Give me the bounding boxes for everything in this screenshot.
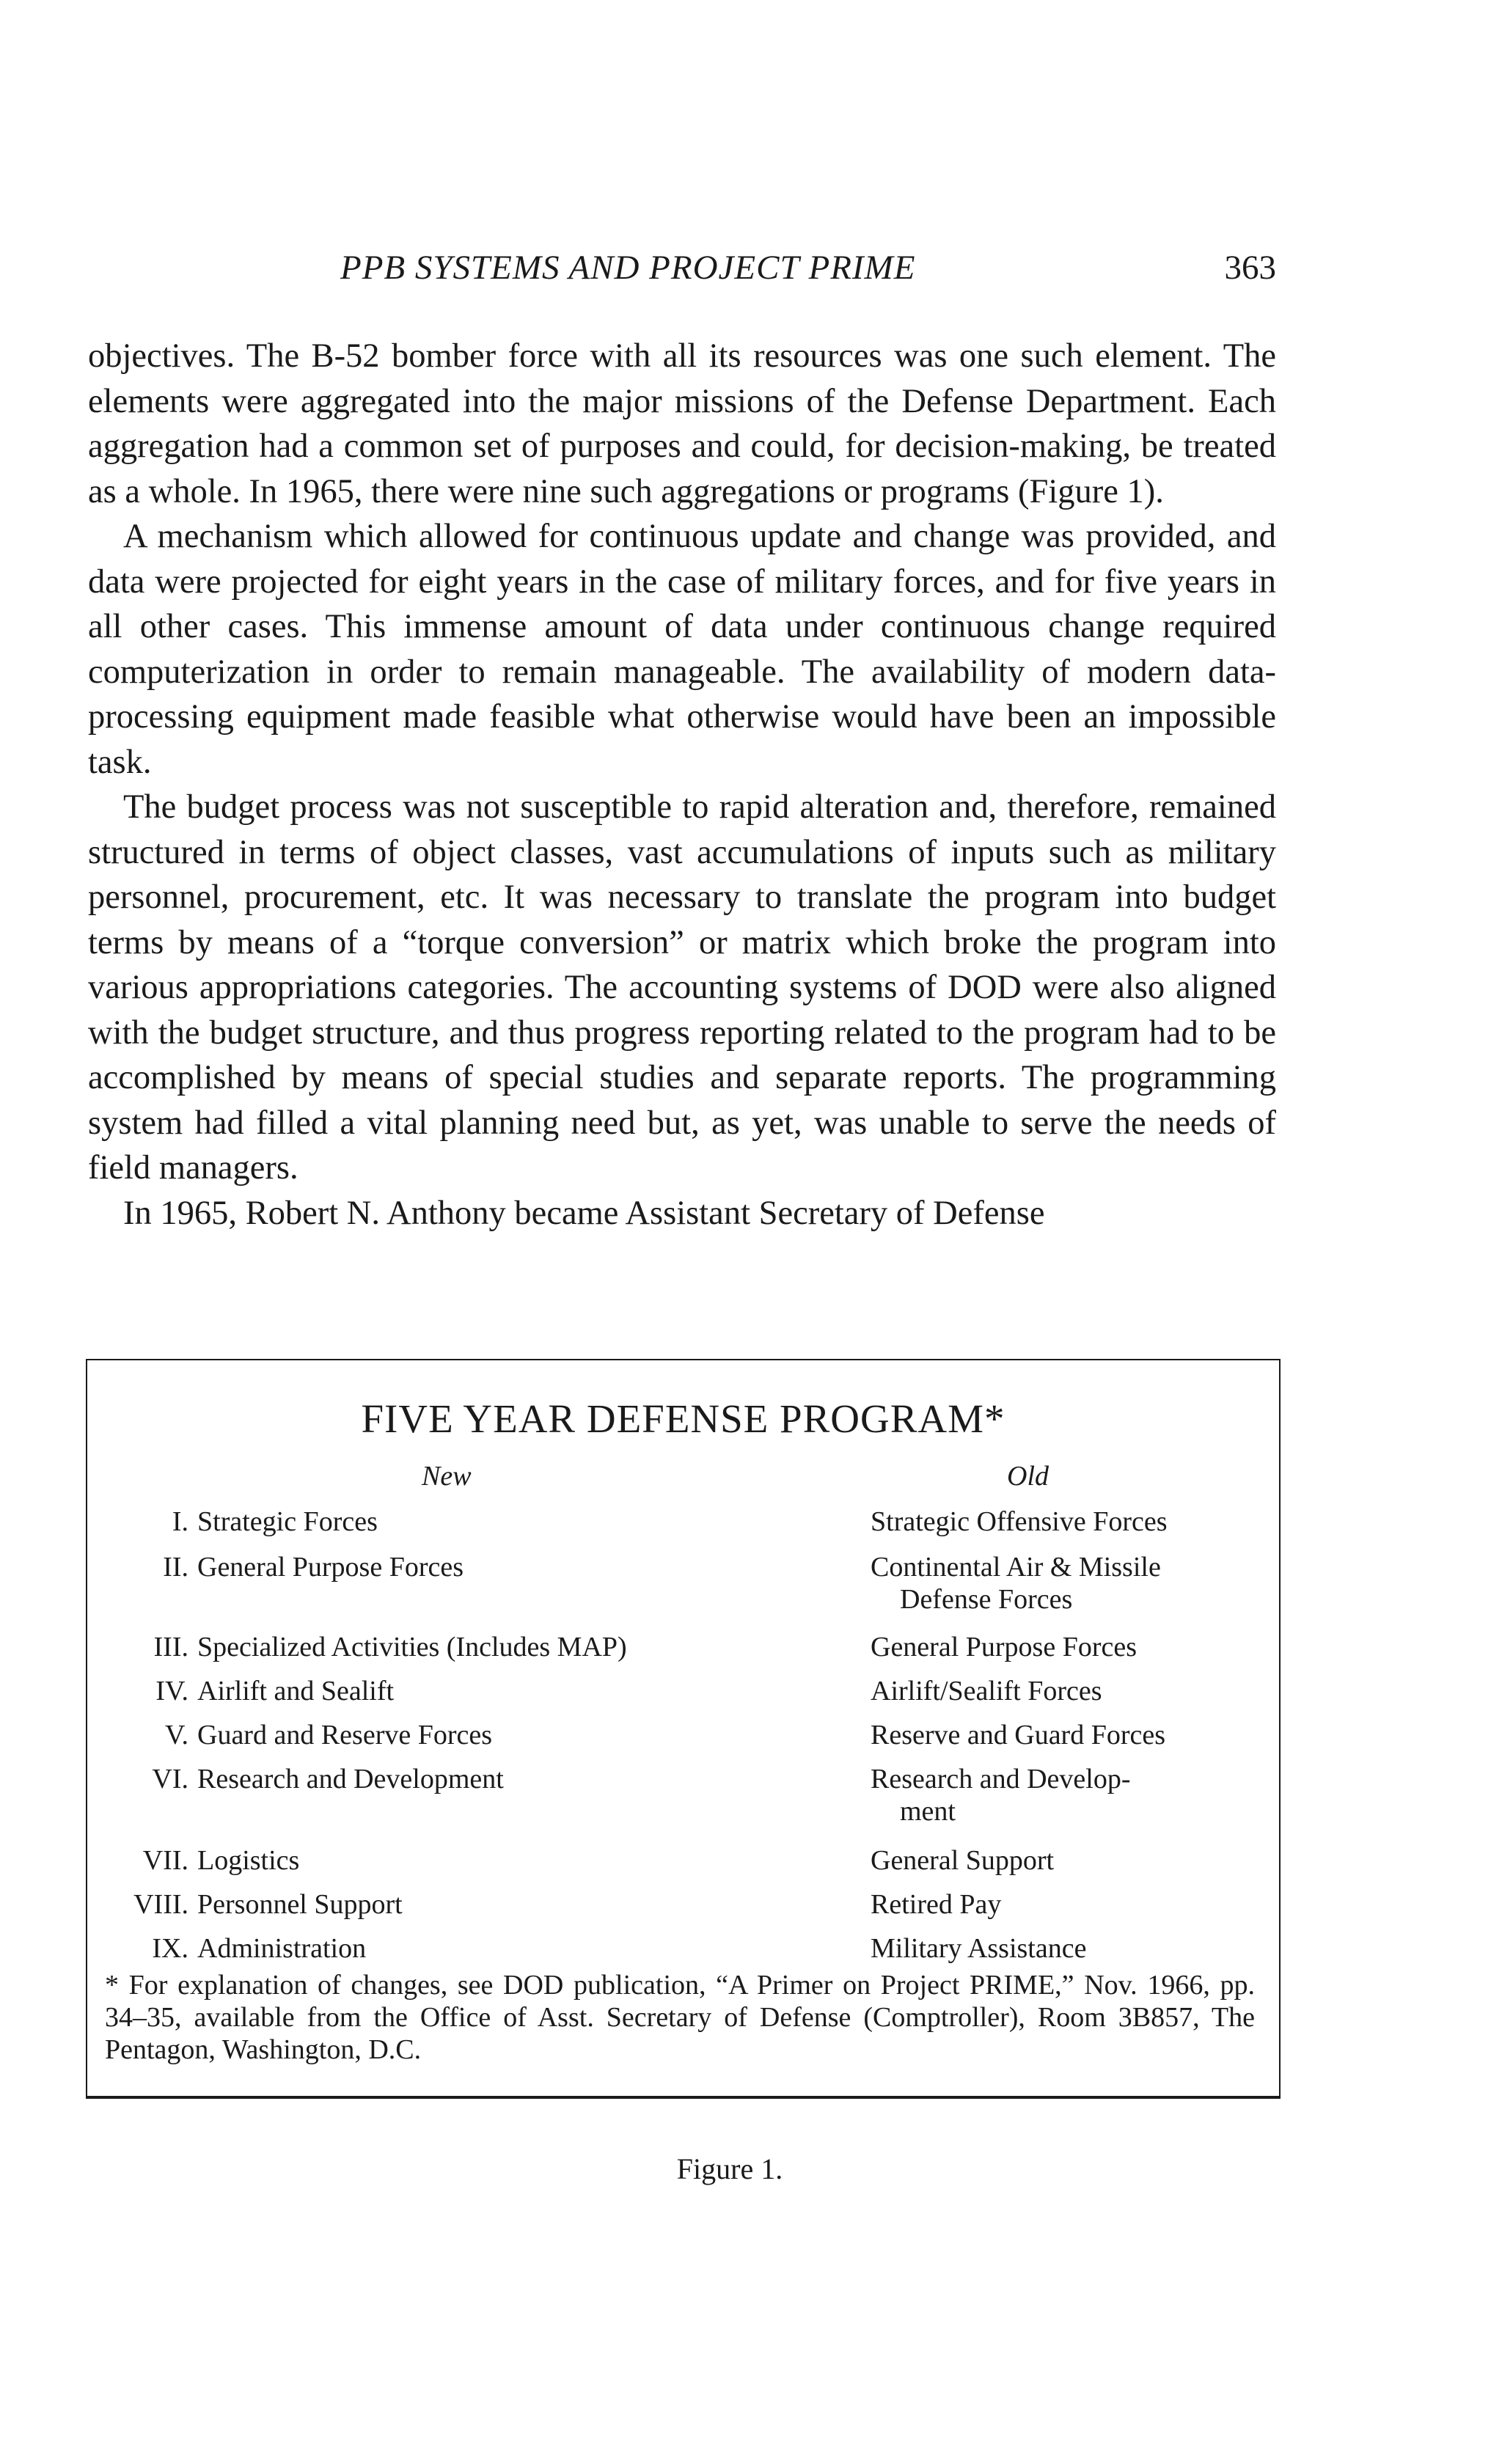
paragraph-3: The budget process was not susceptible to rapid alteration and, therefore, remained structured in terms of object classes, vast accumulations of inputs such as military personnel, procurement, etc. It was necessary to translate the program into budget terms by means of a “torque conversion” or matrix which broke the program into various appropriations categories. The accounting systems of DOD were also aligned with the budget structure, and thus progress reporting related to the program had to be accomplished by means of special studies and separate reports. The programming system had filled a vital planning need but, as yet, was unable to serve the needs of field managers. bbox=[88, 788, 1276, 1187]
row-number: I. bbox=[172, 1506, 188, 1537]
new-program: Logistics bbox=[197, 1845, 300, 1876]
new-program: Specialized Activities (Includes MAP) bbox=[197, 1632, 627, 1662]
running-title: PPB SYSTEMS AND PROJECT PRIME bbox=[340, 249, 916, 287]
column-header-old: Old bbox=[1007, 1461, 1049, 1492]
old-program bbox=[871, 1888, 1252, 1921]
new-program: Research and Development bbox=[197, 1764, 504, 1794]
row-number: IX. bbox=[152, 1933, 188, 1964]
old-program-continuation: ment bbox=[900, 1796, 956, 1827]
new-program: Airlift and Sealift bbox=[197, 1676, 395, 1706]
column-header-new: New bbox=[422, 1461, 472, 1492]
old-program-continuation: Defense Forces bbox=[900, 1584, 1073, 1615]
figure-caption: Figure 1. bbox=[676, 2152, 783, 2185]
figure-box bbox=[86, 1359, 1281, 2099]
new-program: Administration bbox=[197, 1933, 367, 1964]
old-program bbox=[871, 1719, 1252, 1751]
row-number: IV. bbox=[155, 1676, 188, 1706]
new-program: Guard and Reserve Forces bbox=[197, 1720, 493, 1750]
old-program bbox=[871, 1763, 1252, 1827]
paragraph-1: objectives. The B-52 bomber force with all its resources was one such element. The elements were aggregated into the major missions of the Defense Department. Each aggregation had a common set of purposes and could, for decision-making, be treated as a whole. In 1965, there were nine such aggregations or programs (Figure 1). bbox=[88, 337, 1276, 510]
old-program-line: Retired Pay bbox=[871, 1889, 1002, 1920]
old-program bbox=[871, 1675, 1252, 1707]
old-program bbox=[871, 1551, 1252, 1616]
old-program-line: General Support bbox=[871, 1845, 1055, 1876]
running-header bbox=[88, 248, 1276, 299]
old-program bbox=[871, 1844, 1252, 1877]
paragraph-2: A mechanism which allowed for continuous update and change was provided, and data were projected for eight years in the case of military forces, and for five years in all other cases. This immense amount of data under continuous change required computerization in order to remain manageable. The availability of modern data-processing equipment made feasible what otherwise would have been an impossible task. bbox=[88, 518, 1276, 781]
row-number: VIII. bbox=[133, 1889, 188, 1920]
row-number: VII. bbox=[142, 1845, 188, 1876]
old-program-line: Reserve and Guard Forces bbox=[871, 1720, 1166, 1750]
page-number: 363 bbox=[1224, 249, 1276, 287]
old-program bbox=[871, 1631, 1252, 1663]
old-program-line: Strategic Offensive Forces bbox=[871, 1506, 1168, 1537]
old-program-line: Research and Develop- bbox=[871, 1764, 1131, 1794]
row-number: VI. bbox=[152, 1764, 188, 1794]
new-program: General Purpose Forces bbox=[197, 1552, 464, 1583]
old-program-line: Airlift/Sealift Forces bbox=[871, 1676, 1102, 1706]
old-program-line: General Purpose Forces bbox=[871, 1632, 1138, 1662]
paragraph-4: In 1965, Robert N. Anthony became Assistant Secretary of Defense bbox=[123, 1194, 1045, 1232]
new-program: Personnel Support bbox=[197, 1889, 403, 1920]
body-text bbox=[88, 334, 1276, 1236]
figure-footnote: * For explanation of changes, see DOD publication, “A Primer on Project PRIME,” Nov. 1966, pp. 34–35, available from the Office of Asst. Secretary of Defense (Comptroller), Room 3B857, The Pentagon, Washington, D.C. bbox=[105, 1970, 1255, 2065]
new-program: Strategic Forces bbox=[197, 1506, 378, 1537]
old-program bbox=[871, 1506, 1252, 1538]
row-number: III. bbox=[153, 1632, 188, 1662]
old-program-line: Military Assistance bbox=[871, 1933, 1087, 1964]
old-program bbox=[871, 1932, 1252, 1965]
row-number: V. bbox=[164, 1720, 188, 1750]
old-program-line: Continental Air & Missile bbox=[871, 1552, 1161, 1583]
figure-title: FIVE YEAR DEFENSE PROGRAM* bbox=[361, 1396, 1005, 1441]
row-number: II. bbox=[163, 1552, 188, 1583]
